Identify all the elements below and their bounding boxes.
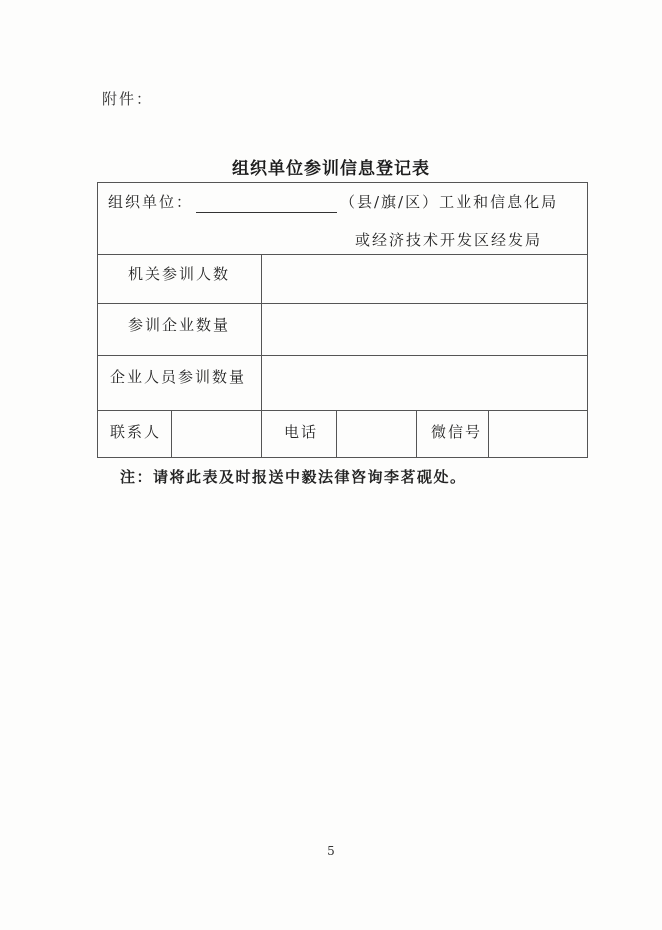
registration-form-table — [97, 182, 588, 458]
enterprise-count-label: 参训企业数量 — [128, 316, 231, 334]
column-divider — [171, 410, 172, 457]
contact-person-label: 联系人 — [110, 423, 162, 441]
org-unit-input[interactable] — [196, 212, 337, 213]
row-divider — [98, 303, 587, 304]
staff-trainees-label: 机关参训人数 — [128, 265, 231, 283]
phone-label: 电话 — [284, 423, 319, 441]
page-number: 5 — [327, 844, 335, 858]
enterprise-staff-trainees-label: 企业人员参训数量 — [110, 368, 247, 386]
org-unit-label: 组织单位： — [108, 193, 194, 211]
column-divider — [488, 410, 489, 457]
column-divider — [336, 410, 337, 457]
attachment-label: 附件： — [102, 90, 154, 108]
column-divider — [416, 410, 417, 457]
column-divider — [261, 254, 262, 457]
row-divider — [98, 254, 587, 255]
org-unit-suffix-line1: （县/旗/区）工业和信息化局 — [340, 193, 559, 211]
form-title: 组织单位参训信息登记表 — [232, 159, 430, 179]
row-divider — [98, 355, 587, 356]
wechat-label: 微信号 — [431, 423, 483, 441]
org-unit-suffix-line2: 或经济技术开发区经发局 — [355, 231, 543, 249]
submission-note: 注：请将此表及时报送中毅法律咨询李茗砚处。 — [120, 468, 467, 486]
